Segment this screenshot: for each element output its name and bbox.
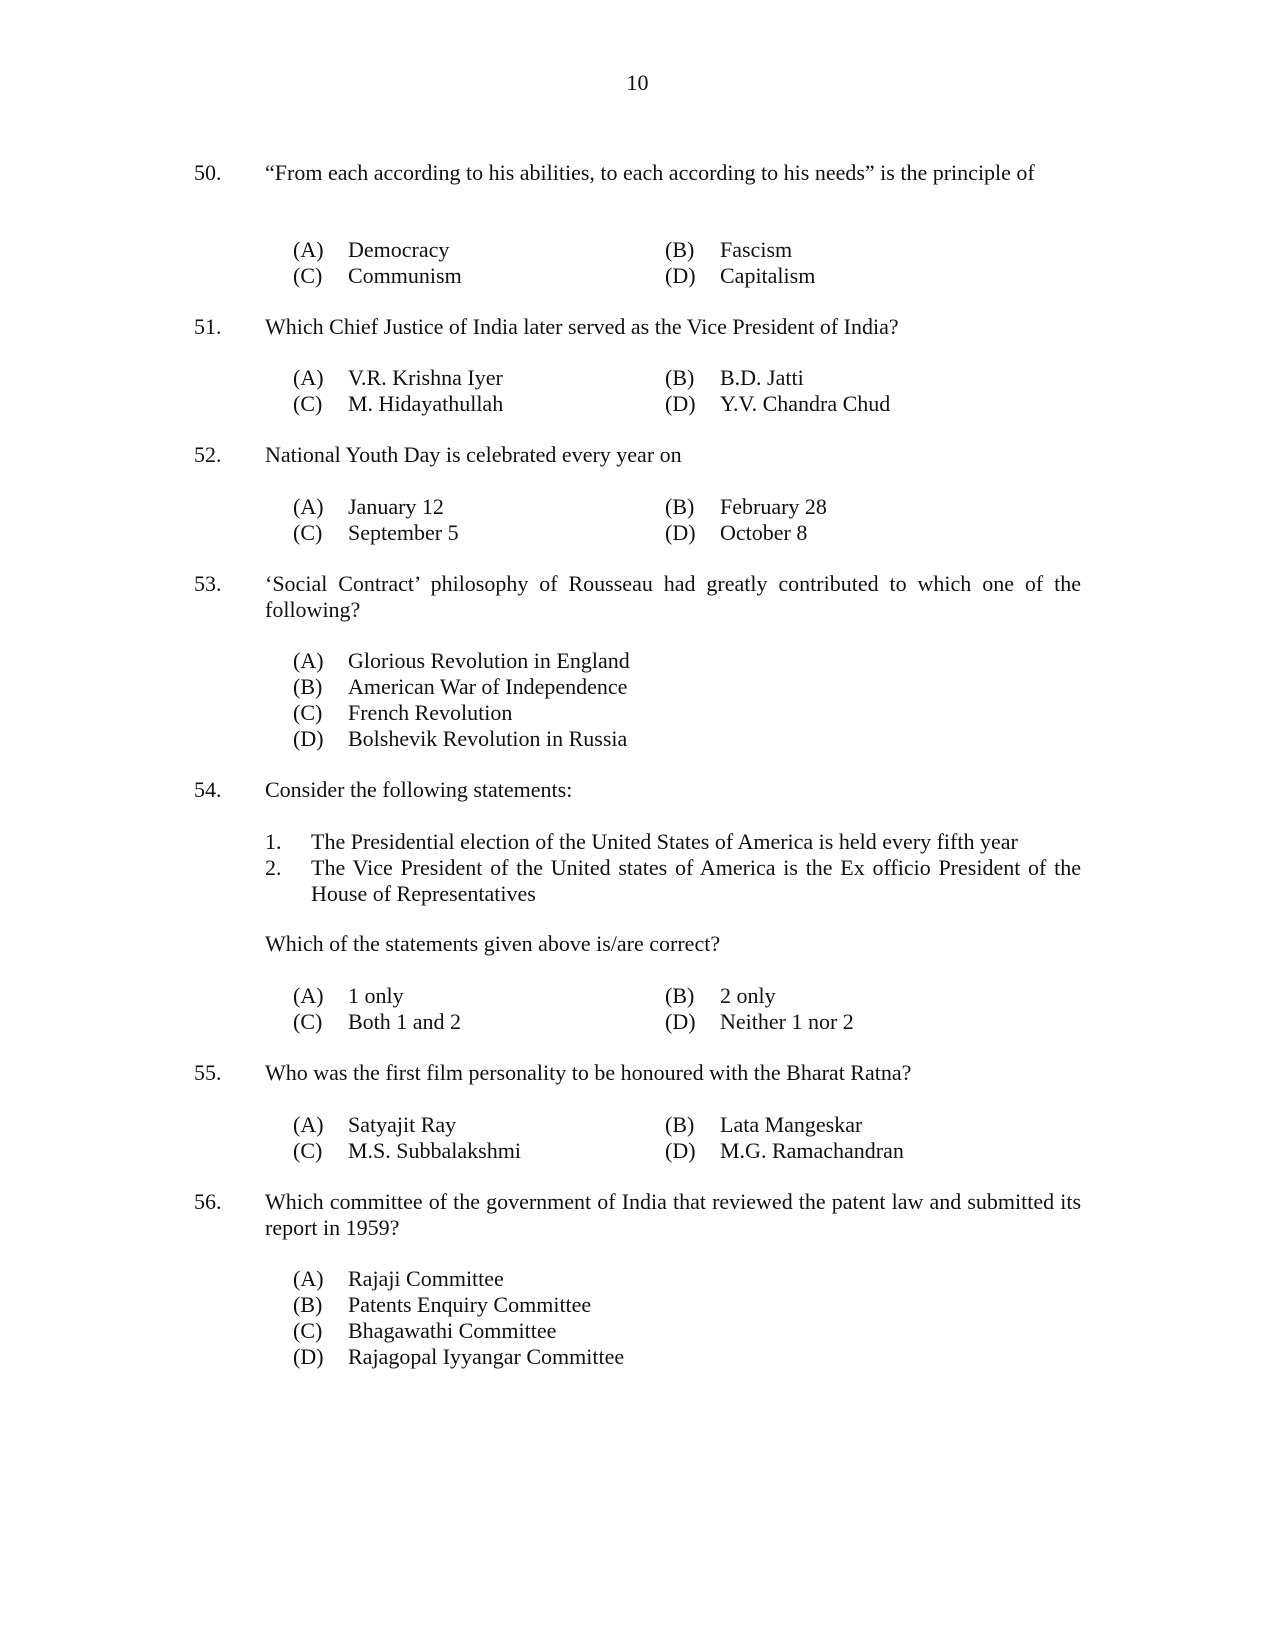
option-letter: (A) xyxy=(293,648,324,673)
option-letter: (B) xyxy=(665,237,695,262)
question-number: 52. xyxy=(194,442,222,467)
statement-number: 2. xyxy=(265,855,282,880)
option-letter: (B) xyxy=(665,983,695,1008)
option-text: Democracy xyxy=(348,237,450,262)
option-text: Bhagawathi Committee xyxy=(348,1318,557,1343)
option-text: Both 1 and 2 xyxy=(348,1009,462,1034)
option-letter: (C) xyxy=(293,520,323,545)
option-text: Glorious Revolution in England xyxy=(348,648,630,673)
option-letter: (D) xyxy=(293,726,324,751)
option-text: Rajagopal Iyyangar Committee xyxy=(348,1344,625,1369)
option-text: French Revolution xyxy=(348,700,513,725)
option-letter: (B) xyxy=(665,1112,695,1137)
question-number: 56. xyxy=(194,1189,222,1214)
option-text: Capitalism xyxy=(720,263,816,288)
option-letter: (B) xyxy=(665,494,695,519)
option-text: B.D. Jatti xyxy=(720,365,804,390)
question-number: 55. xyxy=(194,1060,222,1085)
question-text: Who was the first film personality to be honoured with the Bharat Ratna? xyxy=(265,1060,912,1085)
option-letter: (C) xyxy=(293,1318,323,1343)
option-letter: (A) xyxy=(293,1112,324,1137)
option-text: September 5 xyxy=(348,520,459,545)
option-letter: (C) xyxy=(293,700,323,725)
option-text: Fascism xyxy=(720,237,793,262)
question-text: “From each according to his abilities, to each according to his needs” is the principle of xyxy=(265,160,1035,185)
option-letter: (A) xyxy=(293,494,324,519)
option-text: M.S. Subbalakshmi xyxy=(348,1138,521,1163)
option-letter: (D) xyxy=(665,391,696,416)
option-letter: (C) xyxy=(293,1138,323,1163)
option-text: Rajaji Committee xyxy=(348,1266,504,1291)
question-text: Consider the following statements: xyxy=(265,777,573,802)
option-letter: (B) xyxy=(293,1292,323,1317)
option-text: Y.V. Chandra Chud xyxy=(720,391,891,416)
option-text: M.G. Ramachandran xyxy=(720,1138,904,1163)
option-text: M. Hidayathullah xyxy=(348,391,504,416)
question-number: 54. xyxy=(194,777,222,802)
question-number: 50. xyxy=(194,160,222,185)
question-followup: Which of the statements given above is/are correct? xyxy=(265,931,721,956)
question-number: 53. xyxy=(194,571,222,596)
question-text: Which Chief Justice of India later served as the Vice President of India? xyxy=(265,314,899,339)
option-letter: (A) xyxy=(293,365,324,390)
option-letter: (D) xyxy=(665,1138,696,1163)
option-text: Patents Enquiry Committee xyxy=(348,1292,592,1317)
option-letter: (A) xyxy=(293,1266,324,1291)
option-letter: (D) xyxy=(665,263,696,288)
option-letter: (D) xyxy=(293,1344,324,1369)
question-text: Which committee of the government of India that reviewed the patent law and submitted its report in 1959? xyxy=(265,1189,1081,1240)
option-letter: (D) xyxy=(665,520,696,545)
option-text: 1 only xyxy=(348,983,404,1008)
option-text: Lata Mangeskar xyxy=(720,1112,863,1137)
option-text: 2 only xyxy=(720,983,776,1008)
option-letter: (C) xyxy=(293,391,323,416)
question-number: 51. xyxy=(194,314,222,339)
option-letter: (B) xyxy=(293,674,323,699)
option-text: Communism xyxy=(348,263,462,288)
option-text: Neither 1 nor 2 xyxy=(720,1009,854,1034)
question-text: National Youth Day is celebrated every year on xyxy=(265,442,682,467)
question-text: ‘Social Contract’ philosophy of Rousseau had greatly contributed to which one of the following? xyxy=(265,571,1081,622)
option-letter: (A) xyxy=(293,237,324,262)
option-text: October 8 xyxy=(720,520,808,545)
option-text: American War of Independence xyxy=(348,674,628,699)
option-letter: (D) xyxy=(665,1009,696,1034)
option-letter: (A) xyxy=(293,983,324,1008)
option-text: Bolshevik Revolution in Russia xyxy=(348,726,628,751)
option-text: January 12 xyxy=(348,494,444,519)
option-text: V.R. Krishna Iyer xyxy=(348,365,503,390)
option-text: Satyajit Ray xyxy=(348,1112,457,1137)
statement-number: 1. xyxy=(265,829,282,854)
page-number: 10 xyxy=(626,70,649,95)
statement-text: The Vice President of the United states of America is the Ex officio President of the House of Representatives xyxy=(311,855,1081,906)
option-text: February 28 xyxy=(720,494,827,519)
option-letter: (C) xyxy=(293,1009,323,1034)
statement-text: The Presidential election of the United States of America is held every fifth year xyxy=(311,829,1018,854)
option-letter: (C) xyxy=(293,263,323,288)
option-letter: (B) xyxy=(665,365,695,390)
